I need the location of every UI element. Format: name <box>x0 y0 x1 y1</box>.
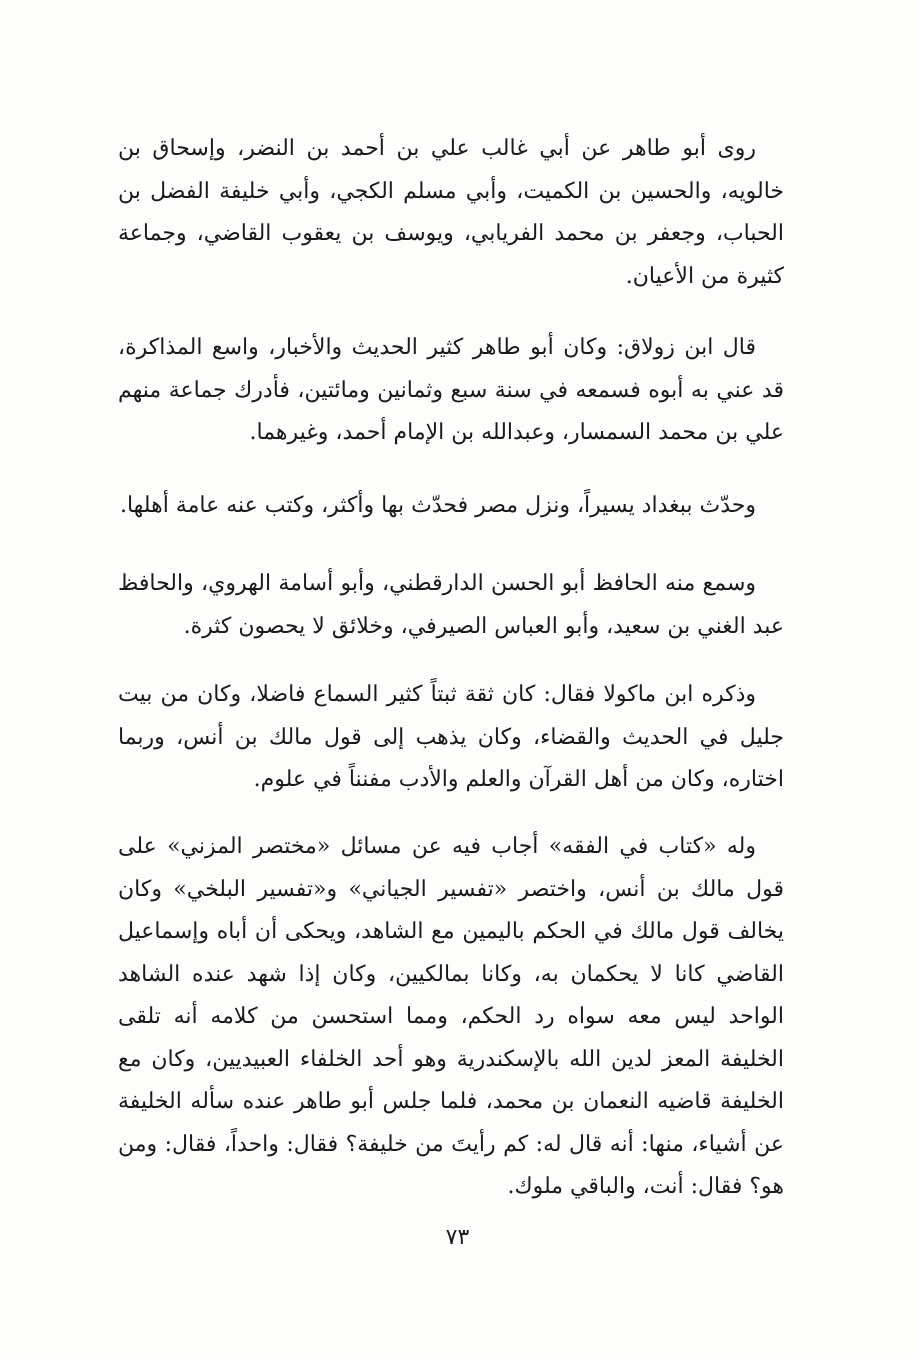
paragraph-text: روى أبو طاهر عن أبي غالب علي بن أحمد بن النضر، وإسحاق بن خالويه، والحسين بن الكميت، وأبي مسلم الكجي، وأبي خليفة الفضل بن الحباب، وجعفر بن محمد الفريابي، ويوسف بن يعقوب القاضي، وجماعة كثيرة من الأعيان. <box>118 136 784 289</box>
paragraph-narrators <box>118 128 784 298</box>
paragraph-baghdad <box>118 485 784 528</box>
paragraph-text: وحدّث ببغداد يسيراً، ونزل مصر فحدّث بها وأكثر، وكتب عنه عامة أهلها. <box>119 493 756 518</box>
paragraph-ibn-makula <box>118 674 784 802</box>
page-number: ٧٣ <box>445 1225 470 1250</box>
paragraph-text: قال ابن زولاق: وكان أبو طاهر كثير الحديث والأخبار، واسع المذاكرة، قد عني به أبوه فسمعه في سنة سبع وثمانين ومائتين، فأدرك جماعة منهم علي بن محمد السمسار، وعبدالله بن الإمام أحمد، وغيرهما. <box>118 335 784 445</box>
paragraph-text: وسمع منه الحافظ أبو الحسن الدارقطني، وأبو أسامة الهروي، والحافظ عبد الغني بن سعيد، وأبو العباس الصيرفي، وخلائق لا يحصون كثرة. <box>118 571 784 639</box>
paragraph-fiqh-book <box>118 826 784 1209</box>
paragraph-text: وذكره ابن ماكولا فقال: كان ثقة ثبتاً كثير السماع فاضلا، وكان من بيت جليل في الحديث والقضاء، وكان يذهب إلى قول مالك بن أنس، وربما اختاره، وكان من أهل القرآن والعلم والأدب مفنناً في علوم. <box>118 682 784 792</box>
paragraph-ibn-zulaq <box>118 327 784 455</box>
paragraph-students <box>118 563 784 648</box>
paragraph-text: وله «كتاب في الفقه» أجاب فيه عن مسائل «مختصر المزني» على قول مالك بن أنس، واختصر «تفسير الجياني» و«تفسير البلخي» وكان يخالف قول مالك في الحكم باليمين مع الشاهد، ويحكى أن أباه وإسماعيل القاضي كانا لا يحكمان به، وكانا بمالكيين، وكان إذا شهد عنده الشاهد الواحد ليس معه سواه رد الحكم، ومما استحسن من كلامه أنه تلقى الخليفة المعز لدين الله بالإسكندرية وهو أحد الخلفاء العبيديين، وكان مع الخليفة قاضيه النعمان بن محمد، فلما جلس أبو طاهر عنده سأله الخليفة عن أشياء، منها: أنه قال له: كم رأيتَ من خليفة؟ فقال: واحداً، فقال: ومن هو؟ فقال: أنت، والباقي ملوك. <box>118 834 784 1199</box>
